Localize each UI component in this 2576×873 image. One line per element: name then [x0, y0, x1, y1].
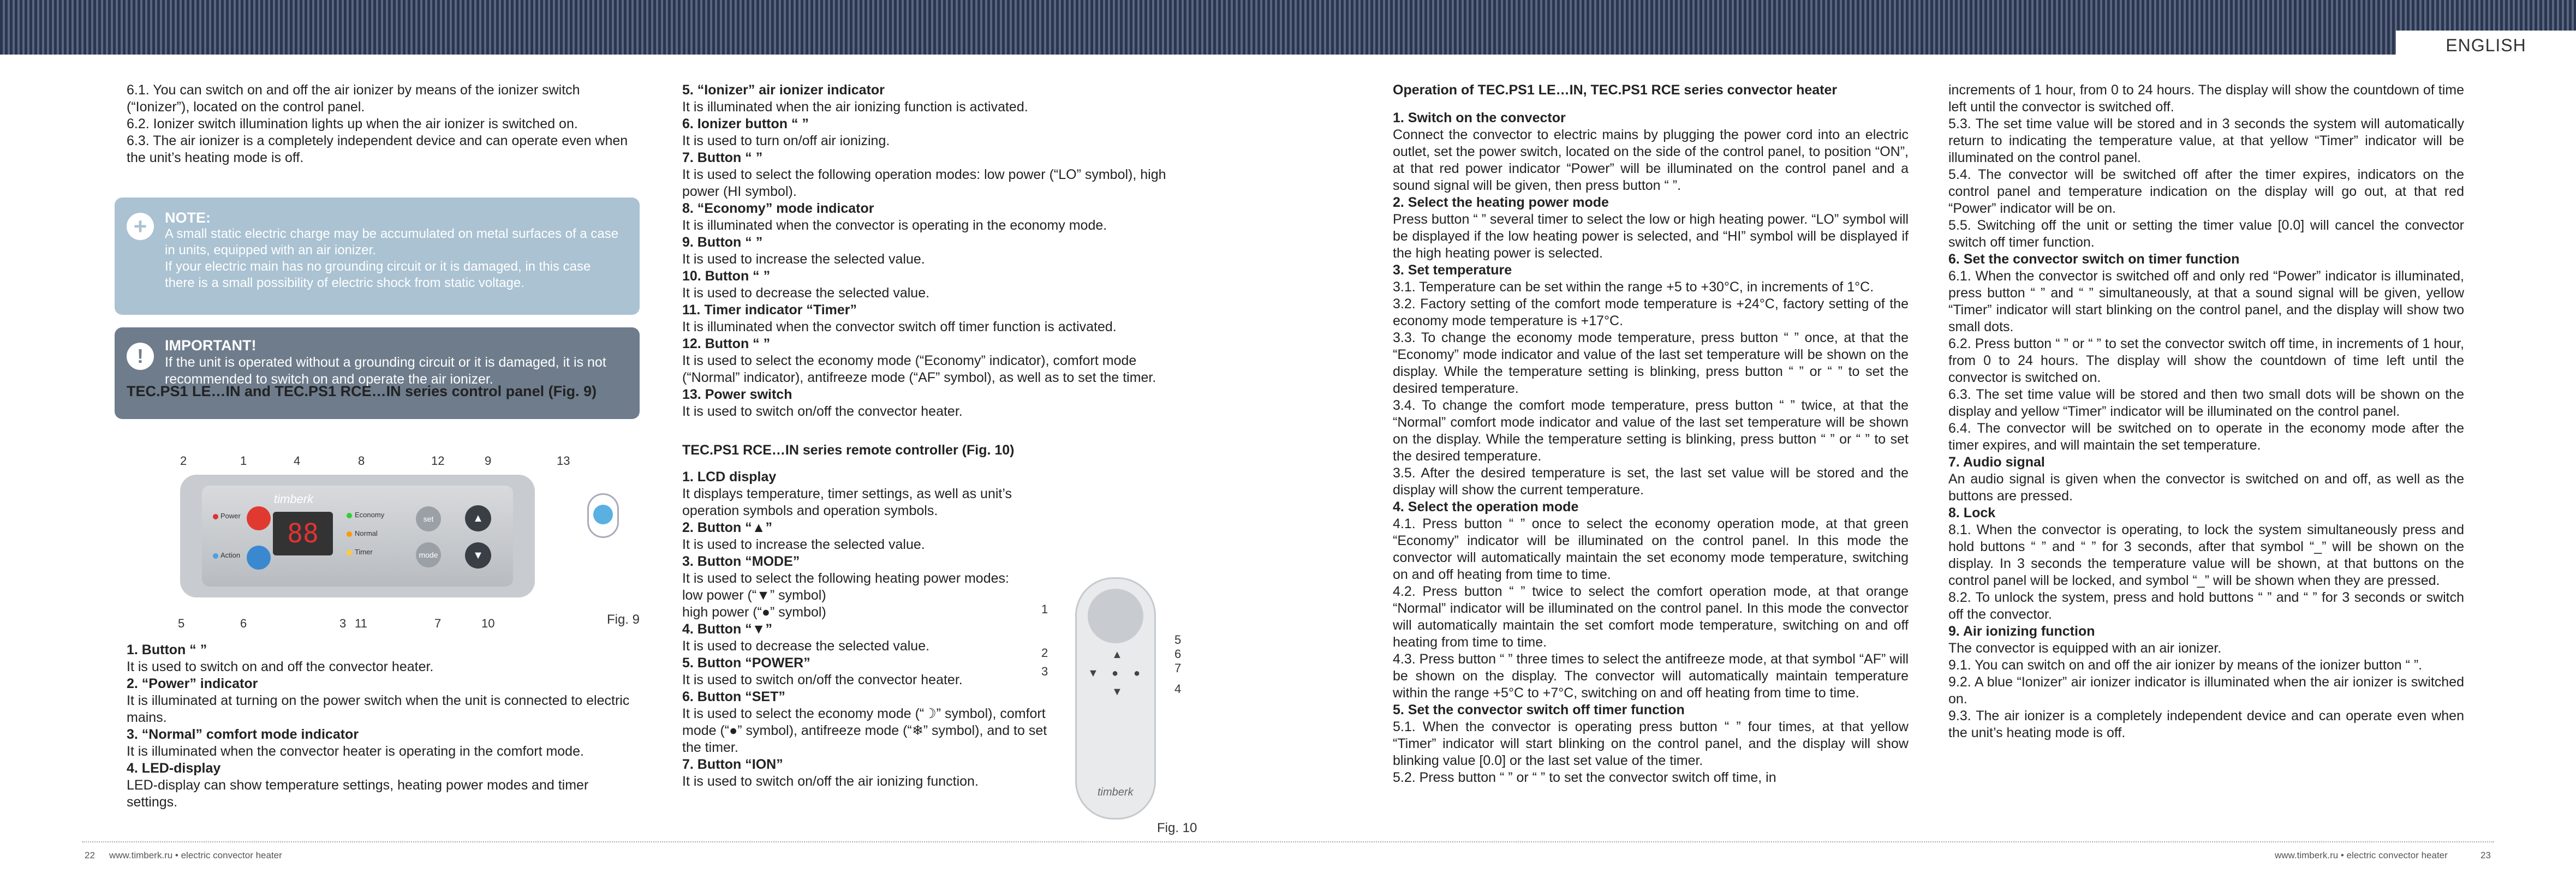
power-label: Power	[220, 512, 241, 520]
item-heading: 5. Button “POWER”	[682, 655, 810, 671]
paragraph: 5.1. When the convector is operating press button “ ” four times, at that yellow “Timer” indicator will start blinking on the control panel, and the display will show blinking value [0.0] or the last set value of the timer.	[1393, 719, 1909, 768]
footer-divider	[82, 841, 2494, 842]
paragraph: 3.4. To change the comfort mode temperature, press button “ ” twice, at that the “Normal” comfort mode indicator and value of the last set temperature will be shown on the display. While the temperature setting is blinking, press button “ ” or “ ” to set the desired temperature.	[1393, 398, 1909, 464]
item-text: It is used to decrease the selected value.	[682, 638, 930, 654]
important-box	[115, 327, 640, 419]
paragraph: 5.4. The convector will be switched off after the timer expires, indicators on the control panel and temperature indication on the display will go out, at that red “Power” indicator will be on.	[1948, 167, 2464, 216]
important-text: If the unit is operated without a grounding circuit or it is damaged, it is not recommended to switch on and operate the air ionizer.	[165, 355, 606, 387]
paragraph: 9.1. You can switch on and off the air ionizer by means of the ionizer button “ ”.	[1948, 657, 2423, 673]
paragraph: 8.2. To unlock the system, press and hold buttons “ ” and “ ” for 3 seconds or switch off the convector.	[1948, 590, 2464, 622]
item-heading: 9. Button “ ”	[682, 235, 763, 250]
item-text: high power (“●” symbol)	[682, 605, 826, 620]
remote-down-button[interactable]: ▼	[1112, 686, 1123, 698]
item-heading: 11. Timer indicator “Timer”	[682, 302, 857, 318]
section-heading: 9. Air ionizing function	[1948, 624, 2095, 639]
item-text: It is used to increase the selected value.	[682, 252, 925, 267]
header-stripe-bar	[0, 0, 2576, 55]
callout-number: 8	[358, 454, 365, 468]
section-heading: 1. Switch on the convector	[1393, 110, 1566, 125]
note-title: NOTE:	[165, 210, 211, 226]
callout-number: 6	[240, 617, 247, 630]
remote-up-button[interactable]: ▲	[1112, 649, 1123, 661]
callout-number: 7	[1174, 661, 1182, 675]
paragraph: 4.2. Press button “ ” twice to select the comfort operation mode, at that orange “Normal” indicator will be illuminated on the control panel. In this mode the convector will automatically maintain the set comfort mode temperature, switching on and off heating from time to time.	[1393, 584, 1909, 650]
page-number-left: 22	[85, 850, 95, 860]
paragraph: 6.2. Press button “ ” or “ ” to set the convector switch off time, in increments of 1 hour, from 0 to 24 hours. The display will show the countdown of time left until the convector is switched on.	[1948, 336, 2464, 385]
paragraph: 9.3. The air ionizer is a completely independent device and can operate even when the unit’s heating mode is off.	[1948, 708, 2464, 740]
item-text: It is used to increase the selected value.	[682, 537, 925, 552]
paragraph: 5.5. Switching off the unit or setting the timer value [0.0] will cancel the convector switch off timer function.	[1948, 218, 2464, 250]
remote-title: TEC.PS1 RCE…IN series remote controller (Fig. 10)	[682, 443, 1015, 458]
paragraph: 3.2. Factory setting of the comfort mode temperature is +24°C, factory setting of the economy mode temperature is +17°C.	[1393, 296, 1909, 328]
remote-lcd	[1088, 589, 1143, 643]
callout-number: 13	[557, 454, 570, 468]
callout-number: 3	[339, 617, 347, 630]
footer-site-left: www.timberk.ru • electric convector heater	[109, 850, 282, 860]
paragraph: The convector is equipped with an air ionizer.	[1948, 641, 2222, 656]
item-text: It is illuminated when the convector switch off timer function is activated.	[682, 319, 1117, 334]
item-heading: 3. Button “MODE”	[682, 554, 800, 569]
figure-caption: Fig. 9	[607, 612, 640, 627]
item-heading: 7. Button “ION”	[682, 757, 783, 772]
callout-number: 4	[1174, 682, 1182, 696]
section-heading: 5. Set the convector switch off timer function	[1393, 702, 1685, 717]
paragraph: An audio signal is given when the convector is switched on and off, as well as the buttons are pressed.	[1948, 471, 2464, 504]
column-1	[127, 82, 640, 166]
item-text: low power (“▼” symbol)	[682, 588, 826, 603]
item-heading: 13. Power switch	[682, 387, 792, 402]
up-button[interactable]: ▲	[465, 505, 491, 531]
item-heading: 5. “Ionizer” air ionizer indicator	[682, 82, 885, 98]
note-text: A small static electric charge may be accumulated on metal surfaces of a case in units, equipped with an air ionizer.	[165, 226, 619, 258]
note-text: If your electric main has no grounding circuit or it is damaged, in this case there is a small possibility of electric shock from static voltage.	[165, 259, 591, 290]
action-led	[213, 553, 218, 559]
section-heading: 2. Select the heating power mode	[1393, 195, 1609, 210]
item-text: It is used to select the following operation modes: low power (“LO” symbol), high power (HI symbol).	[682, 167, 1166, 199]
mode-button[interactable]: mode	[416, 542, 441, 567]
item-text: It is used to switch on/off the convector heater.	[682, 404, 963, 419]
item-heading: 6. Button “SET”	[682, 689, 785, 704]
item-heading: 1. LCD display	[682, 469, 777, 485]
section-heading: 8. Lock	[1948, 505, 1996, 521]
paragraph: 3.5. After the desired temperature is set, the last set value will be stored and the display will show the current temperature.	[1393, 465, 1909, 498]
led-display: 88	[273, 512, 333, 555]
callout-number: 11	[355, 617, 367, 630]
action-label: Action	[220, 551, 241, 559]
normal-led	[347, 531, 352, 537]
remote-brand-logo: timberk	[1098, 786, 1134, 798]
callout-number: 5	[1174, 633, 1182, 647]
paragraph: Connect the convector to electric mains by plugging the power cord into an electric outlet, set the power switch, located on the side of the control panel, to position “ON”, at that red power indicator “Power” will be illuminated on the control panel and a sound signal will be given, then press button “ ”.	[1393, 127, 1909, 193]
item-text: It is used to select the economy mode (“☽” symbol), comfort mode (“●” symbol), antifreeze mode (“❄” symbol), and to set the timer.	[682, 706, 1047, 755]
important-title: IMPORTANT!	[165, 337, 257, 354]
item-heading: 10. Button “ ”	[682, 268, 771, 284]
normal-label: Normal	[355, 529, 378, 537]
callout-number: 1	[1041, 602, 1048, 616]
item-heading: 3. “Normal” comfort mode indicator	[127, 727, 359, 742]
paragraph: 6.1. You can switch on and off the air ionizer by means of the ionizer switch (“Ionizer”), located on the control panel.	[127, 82, 580, 115]
timer-led	[347, 550, 352, 555]
paragraph: 3.1. Temperature can be set within the range +5 to +30°C, in increments of 1°C.	[1393, 279, 1874, 295]
paragraph: increments of 1 hour, from 0 to 24 hours. The display will show the countdown of time left until the convector is switched off.	[1948, 82, 2464, 115]
paragraph: 6.4. The convector will be switched on to operate in the economy mode after the timer expires, and will maintain the set temperature.	[1948, 421, 2464, 453]
callout-number: 1	[240, 454, 247, 468]
down-button[interactable]: ▼	[465, 542, 491, 569]
remote-ion-button[interactable]: ●	[1134, 667, 1141, 679]
item-text: It displays temperature, timer settings, as well as unit’s operation symbols and operation symbols.	[682, 486, 1012, 518]
control-panel	[202, 486, 513, 587]
column-3	[1393, 82, 1909, 786]
remote-controller	[1075, 577, 1156, 820]
language-label: ENGLISH	[2396, 31, 2576, 60]
item-heading: 4. Button “▼”	[682, 621, 773, 637]
paragraph: 6.3. The set time value will be stored and then two small dots will be shown on the display and yellow “Timer” indicator will be illuminated on the control panel.	[1948, 387, 2464, 419]
footer-site-right: www.timberk.ru • electric convector heater	[2275, 850, 2448, 860]
callout-number: 10	[481, 617, 495, 630]
item-heading: 2. Button “▲”	[682, 520, 773, 535]
page-number-right: 23	[2480, 850, 2491, 860]
callout-number: 12	[431, 454, 445, 468]
item-heading: 12. Button “ ”	[682, 336, 771, 351]
section-heading: 6. Set the convector switch on timer function	[1948, 252, 2240, 267]
column-1-items	[127, 642, 640, 811]
ionizer-button[interactable]	[247, 546, 271, 570]
power-button[interactable]	[247, 506, 271, 530]
item-heading: 1. Button “ ”	[127, 642, 207, 657]
item-text: It is used to select the following heating power modes:	[682, 571, 1009, 586]
economy-led	[347, 513, 352, 518]
item-heading: 4. LED-display	[127, 761, 221, 776]
callout-number: 7	[434, 617, 442, 630]
paragraph: 9.2. A blue “Ionizer” air ionizer indicator is illuminated when the air ionizer is switched on.	[1948, 674, 2464, 707]
section-heading: 7. Audio signal	[1948, 455, 2045, 470]
plus-icon: +	[127, 213, 154, 240]
paragraph: 5.3. The set time value will be stored and in 3 seconds the system will automatically return to indicating the temperature value, at that yellow “Timer” indicator will be illuminated on the control panel.	[1948, 116, 2464, 165]
power-led	[213, 514, 218, 519]
item-text: It is used to turn on/off air ionizing.	[682, 133, 890, 148]
paragraph: 4.1. Press button “ ” once to select the economy operation mode, at that green “Economy” indicator will be illuminated on the control panel. In this mode the convector will automatically maintain the set economy mode temperature, switching on and off heating from time to time.	[1393, 516, 1909, 582]
paragraph: 4.3. Press button “ ” three times to select the antifreeze mode, at that symbol “AF” will be shown on the display. The convector will automatically maintain temperature within the range +5°C to +7°C, switching on and off heating from time to time.	[1393, 651, 1909, 701]
ionizer-switch[interactable]	[587, 493, 619, 538]
item-text: It is used to decrease the selected value.	[682, 285, 930, 301]
figure-caption: Fig. 10	[1157, 821, 1197, 835]
section-heading: 4. Select the operation mode	[1393, 499, 1579, 515]
item-text: It is illuminated when the convector is operating in the economy mode.	[682, 218, 1107, 233]
column-4	[1948, 82, 2464, 742]
item-heading: 6. Ionizer button “ ”	[682, 116, 809, 131]
paragraph: Press button “ ” several timer to select the low or high heating power. “LO” symbol will be displayed if the low heating power is selected, and “HI” symbol will be displayed if the high heating power is selected.	[1393, 212, 1909, 261]
callout-number: 9	[485, 454, 492, 468]
timer-label: Timer	[355, 548, 373, 556]
item-text: It is used to switch on/off the convector heater.	[682, 672, 963, 687]
callout-number: 2	[1041, 646, 1048, 660]
paragraph: 6.3. The air ionizer is a completely independent device and can operate even when the unit’s heating mode is off.	[127, 133, 628, 165]
paragraph: 3.3. To change the economy mode temperature, press button “ ” once, at that the “Economy” mode indicator and value of the last set temperature will be shown on the display. While the temperature setting is blinking, press button “ ” or “ ” to set the desired temperature.	[1393, 330, 1909, 396]
item-text: It is used to select the economy mode (“Economy” indicator), comfort mode (“Normal” indicator), antifreeze mode (“AF” symbol), as well as to set the timer.	[682, 353, 1156, 385]
item-text: It is illuminated when the air ionizing function is activated.	[682, 99, 1028, 115]
callout-number: 4	[294, 454, 301, 468]
remote-set-button[interactable]: ●	[1112, 667, 1119, 679]
section-title: Operation of TEC.PS1 LE…IN, TEC.PS1 RCE series convector heater	[1393, 82, 1838, 98]
paragraph: 8.1. When the convector is operating, to lock the system simultaneously press and hold buttons “ ” and “ ” for 3 seconds, after that symbol “_” will be shown on the display. In 3 seconds the temperature value will be shown, at that buttons on the control panel will be locked, and symbol “_” will be shown when they are pressed.	[1948, 522, 2464, 588]
item-text: It is illuminated when the convector heater is operating in the comfort mode.	[127, 744, 584, 759]
callout-number: 3	[1041, 665, 1048, 678]
paragraph: 6.2. Ionizer switch illumination lights up when the air ionizer is switched on.	[127, 116, 578, 131]
brand-logo: timberk	[274, 492, 314, 506]
item-text: It is illuminated at turning on the power switch when the unit is connected to electric mains.	[127, 693, 630, 725]
callout-number: 2	[180, 454, 187, 468]
callout-number: 5	[178, 617, 185, 630]
item-text: It is used to switch on and off the convector heater.	[127, 659, 434, 674]
item-heading: 8. “Economy” mode indicator	[682, 201, 874, 216]
item-heading: 7. Button “ ”	[682, 150, 763, 165]
exclamation-icon: !	[127, 343, 154, 370]
item-text: LED-display can show temperature settings, heating power modes and timer settings.	[127, 778, 589, 810]
remote-mode-button[interactable]: ▼	[1088, 667, 1099, 679]
paragraph: 6.1. When the convector is switched off and only red “Power” indicator is illuminated, press button “ ” and “ ” simultaneously, at that a sound signal will be given, yellow “Timer” indicator will start blinking on the control panel, and the display will show two small dots.	[1948, 268, 2464, 334]
callout-number: 6	[1174, 647, 1182, 661]
section-heading: 3. Set temperature	[1393, 262, 1512, 278]
paragraph: 5.2. Press button “ ” or “ ” to set the convector switch off time, in	[1393, 770, 1776, 785]
economy-label: Economy	[355, 511, 385, 519]
item-heading: 2. “Power” indicator	[127, 676, 258, 691]
set-button[interactable]: set	[416, 506, 441, 531]
note-box	[115, 198, 640, 315]
panel-title: TEC.PS1 LE…IN and TEC.PS1 RCE…IN series control panel (Fig. 9)	[127, 383, 597, 399]
item-text: It is used to switch on/off the air ionizing function.	[682, 774, 979, 789]
